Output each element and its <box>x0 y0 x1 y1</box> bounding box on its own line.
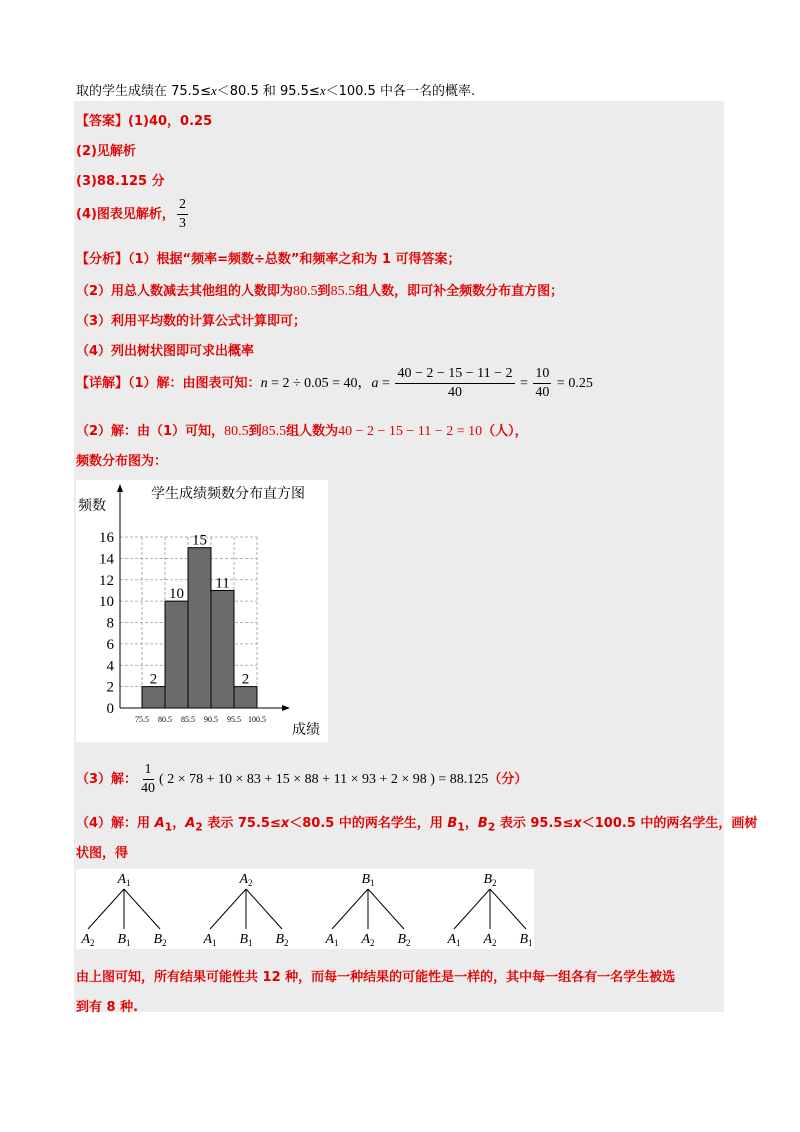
detail-3-math <box>137 762 489 797</box>
answer-4-text: (4)图表见解析， <box>76 207 175 223</box>
bar-value-label: 11 <box>215 575 230 592</box>
chart-title: 学生成绩频数分布直方图 <box>151 487 305 502</box>
detail-1-math <box>260 366 593 401</box>
y-tick-label: 10 <box>99 594 114 611</box>
detail-2-a: （2）解：由（1）可知， <box>76 424 225 439</box>
histogram-svg <box>76 480 328 742</box>
d4-x1: x <box>280 816 290 831</box>
answer-line-3: (3)88.125 分 <box>76 174 165 189</box>
result-a: = 0.25 <box>553 375 593 391</box>
conclusion-line-2: 到有 8 种. <box>76 1000 139 1015</box>
intro-line <box>76 80 475 99</box>
d4-c: 表示 75.5≤ <box>202 816 281 831</box>
answer-4-fraction <box>177 197 188 232</box>
histogram-bar <box>142 687 165 708</box>
fraction-a-num: 40 − 2 − 15 − 11 − 2 <box>395 366 514 384</box>
detail-line-2 <box>76 420 528 440</box>
detail-2-c: 组人数为 <box>286 424 339 439</box>
x-tick-label: 90.5 <box>204 715 218 724</box>
analysis-line-3: （3）利用平均数的计算公式计算即可； <box>76 314 307 329</box>
y-tick-label: 4 <box>106 658 114 675</box>
d4-g: ＜100.5 中的两名学生，画树 <box>581 816 758 831</box>
tree-branch <box>368 889 404 929</box>
histogram-bar <box>188 548 211 708</box>
y-tick-label: 0 <box>106 701 114 717</box>
histogram-bar <box>165 601 188 708</box>
answer-line-1 <box>76 110 212 129</box>
intro-var-x-2: x <box>319 83 326 98</box>
fraction-mean <box>139 762 157 797</box>
answer-line-4 <box>76 197 190 232</box>
x-axis-arrow <box>282 705 290 711</box>
bar-value-label: 2 <box>241 671 250 688</box>
answer-1: (1)40，0.25 <box>128 114 213 129</box>
tree-leaf-node: $A_1$ <box>447 932 461 948</box>
d4-s4: 2 <box>487 820 496 834</box>
y-axis-title: 频数 <box>78 499 106 514</box>
fraction-b-num: 10 <box>533 366 551 384</box>
tree-branch <box>246 889 282 929</box>
eq-n: = 2 ÷ 0.05 = 40， <box>267 375 372 391</box>
x-tick-label: 100.5 <box>248 715 266 724</box>
detail-3-a: （3）解： <box>76 771 138 787</box>
histogram-bar <box>234 687 257 708</box>
intro-text-b: ＜80.5 和 95.5≤ <box>216 84 320 99</box>
d4-B2: B <box>477 816 488 831</box>
conclusion-line-1: 由上图可知，所有结果可能性共 12 种，而每一种结果的可能性是一样的，其中每一组各有一名学生被选 <box>76 970 676 985</box>
intro-text-a: 取的学生成绩在 75.5≤ <box>76 84 211 99</box>
eq-a-2: = <box>516 375 532 391</box>
tree-branch <box>210 889 246 929</box>
d4-s1: 1 <box>164 820 173 834</box>
detail-3-unit: （分） <box>488 771 528 787</box>
analysis-2-a: （2）用总人数减去其他组的人数即为 <box>76 284 294 299</box>
tree-leaf-node: $B_2$ <box>275 932 289 948</box>
tree-root-node: $A_2$ <box>239 872 253 888</box>
answer-tag: 【答案】 <box>76 114 129 129</box>
tree-leaf-node: $A_2$ <box>81 932 95 948</box>
d4-e: ， <box>464 816 478 831</box>
tree-leaf-node: $B_1$ <box>519 932 533 948</box>
tree-branch <box>332 889 368 929</box>
analysis-tag: 【分析】 <box>76 252 129 267</box>
fraction-mean-den: 40 <box>141 781 156 797</box>
d4-d: ＜80.5 中的两名学生，用 <box>289 816 448 831</box>
tree-diagram <box>76 869 534 949</box>
d4-B1: B <box>447 816 458 831</box>
d4-x2: x <box>573 816 582 831</box>
tree-root-node: $B_1$ <box>361 872 375 888</box>
d4-A1: A <box>154 816 165 831</box>
d4-a: （4）解：用 <box>76 816 155 831</box>
detail-tag: 【详解】 <box>76 375 129 391</box>
intro-var-x: x <box>210 83 217 98</box>
analysis-2-m1: 80.5 <box>293 284 318 299</box>
y-axis-arrow <box>117 484 123 492</box>
var-n: n <box>260 375 268 391</box>
intro-text-c: ＜100.5 中各一名的概率. <box>325 84 476 99</box>
tree-root-node: $B_2$ <box>483 872 497 888</box>
detail-2-m1: 80.5 <box>224 424 249 439</box>
bar-value-label: 15 <box>192 532 207 549</box>
tree-leaf-node: $A_2$ <box>361 932 375 948</box>
y-tick-label: 2 <box>106 679 114 696</box>
fraction-numerator: 2 <box>177 197 188 215</box>
tree-branch <box>490 889 526 929</box>
eq-a: = <box>378 375 394 391</box>
detail-line-2b: 频数分布图为： <box>76 454 168 469</box>
y-tick-label: 6 <box>106 636 114 653</box>
analysis-2-c: 组人数，即可补全频数分布直方图； <box>355 284 564 299</box>
tree-leaf-node: $A_1$ <box>325 932 339 948</box>
fraction-mean-num: 1 <box>143 762 154 780</box>
analysis-line-2 <box>76 280 563 300</box>
detail-line-1 <box>76 366 593 401</box>
tree-leaf-node: $B_1$ <box>239 932 253 948</box>
detail-1-text: （1）解：由图表可知： <box>128 375 261 391</box>
fraction-a-den: 40 <box>447 385 462 401</box>
tree-svg <box>76 869 534 949</box>
y-tick-label: 8 <box>106 615 114 632</box>
x-tick-label: 80.5 <box>158 715 172 724</box>
detail-2-b: 到 <box>248 424 262 439</box>
d4-A2: A <box>185 816 196 831</box>
histogram-chart <box>76 480 328 742</box>
fraction-b-den: 40 <box>535 385 550 401</box>
d4-s2: 2 <box>195 820 203 834</box>
analysis-2-b: 到 <box>317 284 331 299</box>
bar-value-label: 2 <box>149 671 158 688</box>
d4-b: ， <box>172 816 186 831</box>
tree-leaf-node: $B_1$ <box>117 932 131 948</box>
d4-s3: 1 <box>457 820 465 834</box>
mean-expression: ( 2 × 78 + 10 × 83 + 15 × 88 + 11 × 93 + 2 × 98 ) = 88.125 <box>159 771 489 787</box>
x-tick-label: 85.5 <box>181 715 195 724</box>
y-tick-label: 12 <box>99 572 114 589</box>
analysis-1: （1）根据“频率=频数÷总数”和频率之和为 1 可得答案； <box>128 252 461 267</box>
detail-line-3 <box>76 762 527 797</box>
fraction-denominator: 3 <box>178 216 186 232</box>
bar-value-label: 10 <box>169 586 184 603</box>
x-tick-label: 95.5 <box>227 715 241 724</box>
detail-line-4 <box>76 812 757 834</box>
x-tick-label: 75.5 <box>135 715 149 724</box>
tree-leaf-node: $B_2$ <box>153 932 167 948</box>
tree-branch <box>88 889 124 929</box>
detail-line-4b: 状图，得 <box>76 846 129 861</box>
x-axis-title: 成绩 <box>292 723 320 738</box>
analysis-line-1 <box>76 248 461 267</box>
tree-branch <box>124 889 160 929</box>
tree-leaf-node: $A_1$ <box>203 932 217 948</box>
d4-f: 表示 95.5≤ <box>495 816 574 831</box>
histogram-bar <box>211 590 234 708</box>
y-tick-label: 14 <box>99 551 114 568</box>
tree-leaf-node: $A_2$ <box>483 932 497 948</box>
tree-leaf-node: $B_2$ <box>397 932 411 948</box>
y-tick-label: 16 <box>99 530 114 546</box>
tree-branch <box>454 889 490 929</box>
var-a: a <box>371 375 379 391</box>
detail-2-d: （人）， <box>482 424 528 439</box>
fraction-a <box>395 366 514 401</box>
detail-2-m2: 85.5 <box>261 424 287 439</box>
answer-line-2: (2)见解析 <box>76 144 136 159</box>
analysis-2-m2: 85.5 <box>330 284 356 299</box>
detail-2-expr: 40 − 2 − 15 − 11 − 2 = 10 <box>338 424 483 439</box>
tree-root-node: $A_1$ <box>117 872 131 888</box>
fraction-b <box>533 366 551 401</box>
analysis-line-4: （4）列出树状图即可求出概率 <box>76 344 255 359</box>
